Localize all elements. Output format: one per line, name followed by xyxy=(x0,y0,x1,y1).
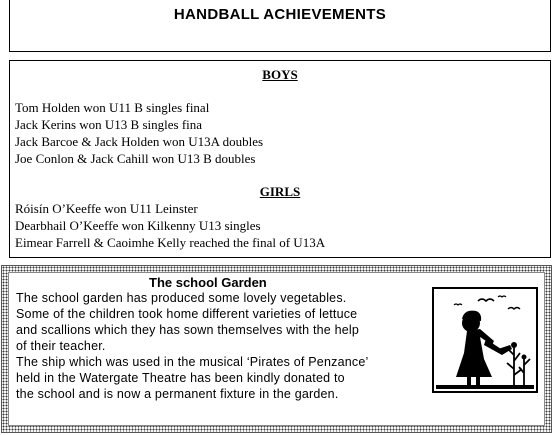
title-box xyxy=(9,0,551,52)
garden-article-frame xyxy=(1,265,552,433)
garden-line-7: the school and is now a permanent fixture in the garden. xyxy=(16,387,339,401)
girls-line-1: Róisín O’Keeffe won U11 Leinster xyxy=(15,201,198,216)
garden-line-3: and scallions which they has sown themselves with the help xyxy=(16,323,360,337)
garden-title: The school Garden xyxy=(149,275,267,290)
handball-results-box xyxy=(9,60,551,258)
garden-line-2: Some of the children took home different varieties of lettuce xyxy=(16,307,358,321)
garden-line-6: held in the Watergate Theatre has been kindly donated to xyxy=(16,371,345,385)
gardener-silhouette-icon xyxy=(432,287,538,393)
boys-line-1: Tom Holden won U11 B singles final xyxy=(15,100,210,115)
boys-line-4: Joe Conlon & Jack Cahill won U13 B doubles xyxy=(15,151,256,166)
garden-line-5: The ship which was used in the musical ‘Pirates of Penzance’ xyxy=(16,355,369,369)
boys-line-3: Jack Barcoe & Jack Holden won U13A doubles xyxy=(15,134,264,149)
garden-article xyxy=(8,272,545,426)
girls-line-2: Dearbhail O’Keeffe won Kilkenny U13 singles xyxy=(15,218,261,233)
boys-heading: BOYS xyxy=(262,67,298,82)
page-title: HANDBALL ACHIEVEMENTS xyxy=(173,6,387,23)
girls-heading: GIRLS xyxy=(259,184,301,199)
garden-line-1: The school garden has produced some lovely vegetables. xyxy=(16,291,347,305)
garden-line-4: of their teacher. xyxy=(16,339,106,353)
girls-line-3: Eimear Farrell & Caoimhe Kelly reached the final of U13A xyxy=(15,235,326,250)
boys-line-2: Jack Kerins won U13 B singles fina xyxy=(15,117,203,132)
